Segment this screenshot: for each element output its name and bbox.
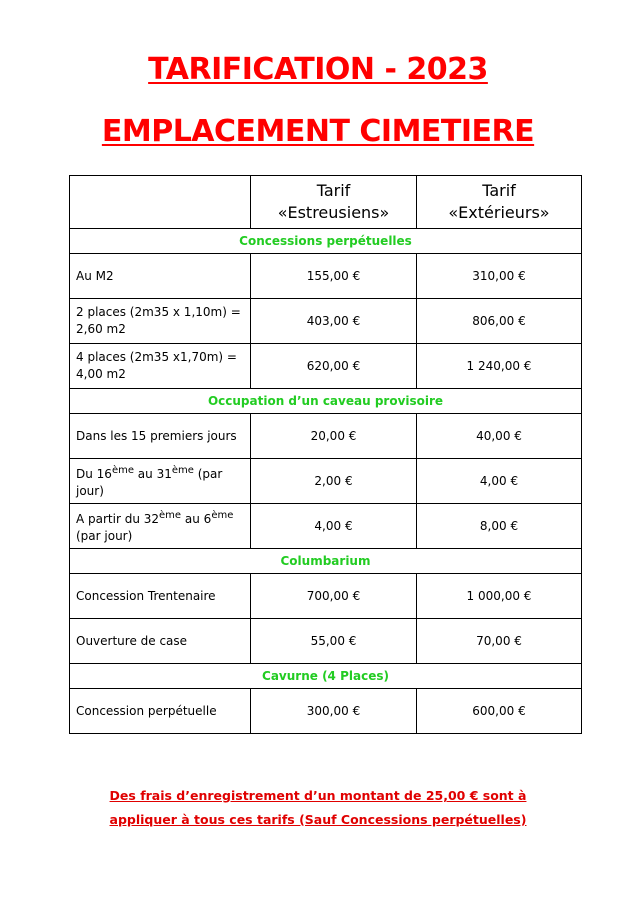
price-estreusiens: 55,00 € xyxy=(251,619,417,664)
price-exterieurs: 70,00 € xyxy=(417,619,582,664)
header-exterieurs-line1: Tarif xyxy=(482,181,516,200)
price-estreusiens: 2,00 € xyxy=(251,459,417,504)
empty-header-cell xyxy=(70,176,251,229)
row-label: Concession perpétuelle xyxy=(70,689,251,734)
table-row xyxy=(70,619,582,664)
header-exterieurs-line2: «Extérieurs» xyxy=(448,203,550,222)
section-title: Concessions perpétuelles xyxy=(70,229,582,254)
header-estreusiens-line1: Tarif xyxy=(316,181,351,200)
row-label: Au M2 xyxy=(70,254,251,299)
label-superscript: ème xyxy=(111,465,134,476)
table-row xyxy=(70,574,582,619)
table-row xyxy=(70,689,582,734)
page-title: TARIFICATION - 2023 xyxy=(148,52,488,87)
label-part: Du 16 xyxy=(76,467,112,481)
price-exterieurs: 40,00 € xyxy=(417,414,582,459)
page-subtitle: EMPLACEMENT CIMETIERE xyxy=(101,114,535,149)
section-title: Occupation d’un caveau provisoire xyxy=(70,389,582,414)
label-part: au 31 xyxy=(133,467,172,481)
label-part: A partir du 32 xyxy=(76,512,160,526)
registration-fee-note-line1: Des frais d’enregistrement d’un montant de 25,00 € sont à xyxy=(109,788,527,803)
price-estreusiens: 20,00 € xyxy=(251,414,417,459)
table-header-row xyxy=(70,176,582,229)
registration-fee-note-line2: appliquer à tous ces tarifs (Sauf Concessions perpétuelles) xyxy=(109,812,527,827)
price-estreusiens: 155,00 € xyxy=(251,254,417,299)
section-row xyxy=(70,229,582,254)
row-label xyxy=(70,459,251,504)
header-exterieurs xyxy=(417,176,582,229)
row-label: Dans les 15 premiers jours xyxy=(70,414,251,459)
row-label: Ouverture de case xyxy=(70,619,251,664)
price-estreusiens: 403,00 € xyxy=(251,299,417,344)
row-label xyxy=(70,504,251,549)
price-exterieurs: 806,00 € xyxy=(417,299,582,344)
header-estreusiens-line2: «Estreusiens» xyxy=(277,203,390,222)
price-exterieurs: 600,00 € xyxy=(417,689,582,734)
label-part: (par jour) xyxy=(76,467,223,498)
price-exterieurs: 4,00 € xyxy=(417,459,582,504)
section-title: Cavurne (4 Places) xyxy=(70,664,582,689)
label-part: (par jour) xyxy=(76,529,133,543)
label-superscript: ème xyxy=(211,510,234,521)
row-label: 2 places (2m35 x 1,10m) = 2,60 m2 xyxy=(70,299,251,344)
price-estreusiens: 620,00 € xyxy=(251,344,417,389)
section-row xyxy=(70,664,582,689)
section-row xyxy=(70,549,582,574)
table-row xyxy=(70,344,582,389)
section-title: Columbarium xyxy=(70,549,582,574)
label-superscript: ème xyxy=(171,465,194,476)
price-exterieurs: 1 000,00 € xyxy=(417,574,582,619)
table-row xyxy=(70,504,582,549)
price-exterieurs: 8,00 € xyxy=(417,504,582,549)
price-exterieurs: 310,00 € xyxy=(417,254,582,299)
table-row xyxy=(70,459,582,504)
label-part: au 6 xyxy=(181,512,212,526)
price-estreusiens: 700,00 € xyxy=(251,574,417,619)
row-label: 4 places (2m35 x1,70m) = 4,00 m2 xyxy=(70,344,251,389)
tariff-table xyxy=(69,175,582,734)
section-row xyxy=(70,389,582,414)
table-row xyxy=(70,414,582,459)
table-row xyxy=(70,254,582,299)
price-estreusiens: 300,00 € xyxy=(251,689,417,734)
price-exterieurs: 1 240,00 € xyxy=(417,344,582,389)
label-superscript: ème xyxy=(159,510,182,521)
price-estreusiens: 4,00 € xyxy=(251,504,417,549)
header-estreusiens xyxy=(251,176,417,229)
row-label: Concession Trentenaire xyxy=(70,574,251,619)
table-row xyxy=(70,299,582,344)
